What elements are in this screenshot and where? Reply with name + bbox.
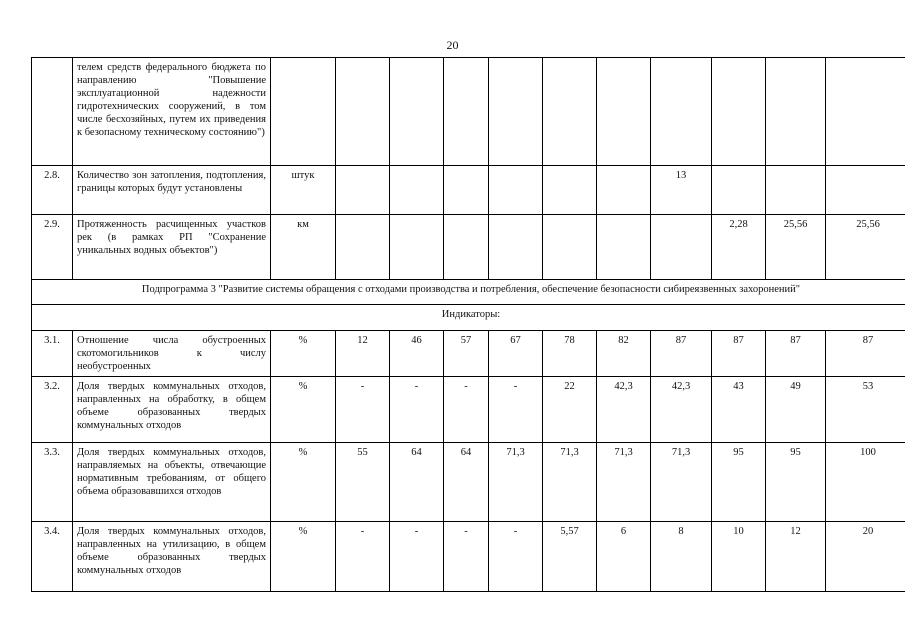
value-cell: 12 [336, 331, 390, 377]
row-number: 2.9. [32, 215, 73, 280]
table-row [32, 377, 905, 443]
table-row [32, 58, 905, 166]
table-row [32, 443, 905, 522]
value-cell [651, 58, 712, 166]
value-cell [766, 58, 826, 166]
row-number: 3.3. [32, 443, 73, 522]
value-cell: 71,3 [489, 443, 543, 522]
value-cell: 25,56 [826, 215, 905, 280]
indicator-description: Доля твердых коммунальных отходов, направленных на обработку, в общем объеме образованных твердых коммунальных отходов [73, 377, 271, 443]
value-cell [336, 166, 390, 215]
value-cell: 100 [826, 443, 905, 522]
section-row [32, 305, 905, 331]
indicator-description: Протяженность расчищенных участков рек (в рамках РП "Сохранение уникальных водных объектов") [73, 215, 271, 280]
table-row [32, 215, 905, 280]
unit-of-measure: % [271, 522, 336, 592]
value-cell [390, 166, 444, 215]
value-cell: 42,3 [651, 377, 712, 443]
value-cell: 87 [766, 331, 826, 377]
value-cell [826, 166, 905, 215]
value-cell: 87 [712, 331, 766, 377]
indicators-table [31, 57, 905, 592]
value-cell: 82 [597, 331, 651, 377]
value-cell: 55 [336, 443, 390, 522]
value-cell: 22 [543, 377, 597, 443]
value-cell [336, 215, 390, 280]
indicator-description: Отношение числа обустроенных скотомогильников к числу необустроенных [73, 331, 271, 377]
value-cell: - [444, 377, 489, 443]
row-number: 3.1. [32, 331, 73, 377]
value-cell [543, 166, 597, 215]
value-cell [597, 58, 651, 166]
indicator-description: Количество зон затопления, подтопления, границы которых будут установлены [73, 166, 271, 215]
value-cell [651, 215, 712, 280]
value-cell: 95 [712, 443, 766, 522]
value-cell: - [336, 522, 390, 592]
value-cell: - [489, 522, 543, 592]
value-cell: 53 [826, 377, 905, 443]
row-number: 3.4. [32, 522, 73, 592]
indicator-description: Доля твердых коммунальных отходов, направленных на утилизацию, в общем объеме образованных твердых коммунальных отходов [73, 522, 271, 592]
value-cell [444, 166, 489, 215]
value-cell: 57 [444, 331, 489, 377]
value-cell [489, 166, 543, 215]
unit-of-measure [271, 58, 336, 166]
value-cell: 43 [712, 377, 766, 443]
value-cell: 6 [597, 522, 651, 592]
table-row [32, 331, 905, 377]
value-cell [766, 166, 826, 215]
value-cell: 8 [651, 522, 712, 592]
value-cell: - [444, 522, 489, 592]
unit-of-measure: км [271, 215, 336, 280]
value-cell: 42,3 [597, 377, 651, 443]
unit-of-measure: % [271, 331, 336, 377]
value-cell: 46 [390, 331, 444, 377]
value-cell [543, 58, 597, 166]
unit-of-measure: % [271, 377, 336, 443]
value-cell: 10 [712, 522, 766, 592]
value-cell [390, 58, 444, 166]
value-cell [712, 166, 766, 215]
value-cell: 64 [444, 443, 489, 522]
indicator-description: Доля твердых коммунальных отходов, направляемых на объекты, отвечающие нормативным требованиям, от общего объема образовавшихся отходов [73, 443, 271, 522]
value-cell: - [336, 377, 390, 443]
unit-of-measure: штук [271, 166, 336, 215]
section-title: Индикаторы: [32, 305, 905, 331]
value-cell: 67 [489, 331, 543, 377]
value-cell: 87 [826, 331, 905, 377]
value-cell [597, 166, 651, 215]
value-cell [390, 215, 444, 280]
section-title: Подпрограмма 3 "Развитие системы обращения с отходами производства и потребления, обеспечение безопасности сибиреязвенных захоронений" [32, 280, 905, 305]
indicator-description: телем средств федерального бюджета по направлению "Повышение эксплуатационной надежности гидротехнических сооружений, в том числе бесхозяйных, путем их приведения к безопасному техническому состоянию") [73, 58, 271, 166]
value-cell: - [489, 377, 543, 443]
unit-of-measure: % [271, 443, 336, 522]
value-cell [826, 58, 905, 166]
value-cell: - [390, 377, 444, 443]
value-cell: 2,28 [712, 215, 766, 280]
value-cell [597, 215, 651, 280]
value-cell: 20 [826, 522, 905, 592]
table-row [32, 522, 905, 592]
value-cell: 64 [390, 443, 444, 522]
value-cell [444, 58, 489, 166]
value-cell: 49 [766, 377, 826, 443]
row-number: 2.8. [32, 166, 73, 215]
value-cell: 25,56 [766, 215, 826, 280]
value-cell [543, 215, 597, 280]
value-cell [712, 58, 766, 166]
value-cell: 12 [766, 522, 826, 592]
value-cell [336, 58, 390, 166]
value-cell: - [390, 522, 444, 592]
row-number: 3.2. [32, 377, 73, 443]
value-cell: 71,3 [651, 443, 712, 522]
page-number: 20 [446, 38, 459, 52]
value-cell [444, 215, 489, 280]
value-cell [489, 215, 543, 280]
table-row [32, 166, 905, 215]
value-cell: 87 [651, 331, 712, 377]
section-row [32, 280, 905, 305]
value-cell: 95 [766, 443, 826, 522]
value-cell: 13 [651, 166, 712, 215]
value-cell: 78 [543, 331, 597, 377]
value-cell: 71,3 [543, 443, 597, 522]
value-cell [489, 58, 543, 166]
row-number [32, 58, 73, 166]
value-cell: 5,57 [543, 522, 597, 592]
value-cell: 71,3 [597, 443, 651, 522]
